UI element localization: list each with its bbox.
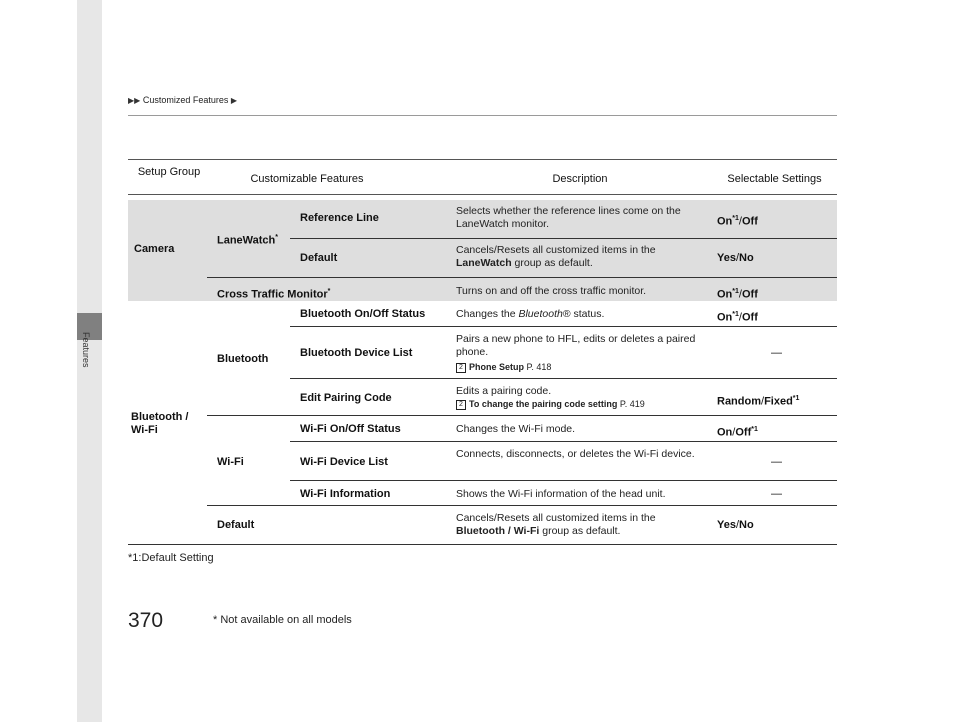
desc-wifi-device-list: Connects, disconnects, or deletes the Wi-Fi device. [456,448,695,460]
setting-bt-wifi-default [717,519,754,532]
setting-edit-pairing-code [717,392,799,409]
setting-bluetooth-status [717,308,758,325]
setting-wifi-device-list: — [771,456,782,468]
default-setting-footnote: *1:Default Setting [128,552,214,564]
row-rule [207,505,837,506]
breadcrumb-label[interactable]: Customized Features [142,95,229,105]
feature-reference-line: Reference Line [300,212,379,224]
group-camera: Camera [134,243,175,255]
row-rule [290,238,837,239]
setting-wifi-information: — [771,488,782,500]
setting-off: Off [741,215,758,228]
desc-bold-text: LaneWatch [456,257,512,269]
desc-reference-line: Selects whether the reference lines come on the LaneWatch monitor. [456,205,681,230]
feature-wifi: Wi-Fi [217,456,244,468]
availability-note: * Not available on all models [213,614,352,626]
desc-lanewatch-default [456,244,704,270]
breadcrumb-arrow-icon: ▶▶ [128,96,141,105]
setting-separator: / [735,252,740,264]
table-header-rule [128,194,837,195]
desc-cross-traffic: Turns on and off the cross traffic monitor. [456,285,647,297]
feature-edit-pairing-code: Edit Pairing Code [300,392,392,404]
row-rule [207,277,837,278]
default-mark: *1 [732,215,739,222]
setting-yes: Yes [717,519,736,531]
setting-separator: / [761,395,765,408]
setting-separator: / [732,426,736,439]
desc-edit-pairing-code: Edits a pairing code. [456,385,552,397]
availability-mark: * [275,234,278,241]
row-rule [290,480,837,481]
setting-separator: / [738,311,742,324]
default-mark: *1 [751,426,758,433]
breadcrumb [128,95,237,105]
lanewatch-label: LaneWatch [217,234,276,247]
reference-arrow-icon: 2 [456,400,466,410]
row-rule [207,415,837,416]
sidebar-label: Features [81,332,91,368]
setting-bluetooth-device-list: — [771,347,782,359]
desc-text: Changes the [456,308,516,320]
page-number: 370 [128,609,164,632]
setting-separator: / [735,519,740,531]
desc-bold-text: Bluetooth / Wi-Fi [456,525,540,537]
breadcrumb-arrow-icon: ▶ [230,96,238,105]
setting-reference-line [717,212,758,229]
setting-on: On [717,288,733,301]
setting-off: Off [735,426,752,439]
cross-traffic-label: Cross Traffic Monitor [217,288,328,301]
ref-page: P. 419 [619,399,645,409]
row-rule [290,441,837,442]
feature-cross-traffic-monitor [217,285,330,302]
table-bottom-rule [128,544,837,545]
reference-arrow-icon: 2 [456,363,466,373]
setting-on: On [717,215,733,228]
feature-bluetooth-status: Bluetooth On/Off Status [300,308,426,320]
ref-phone-setup[interactable] [456,362,551,373]
setting-off: Off [741,311,758,324]
feature-wifi-device-list: Wi-Fi Device List [300,456,388,468]
desc-text: Cancels/Resets all customized items in the [456,244,656,256]
header-customizable-features: Customizable Features [250,173,364,185]
setting-fixed: Fixed [764,395,793,408]
default-mark: *1 [732,288,739,295]
setting-on: On [717,311,733,324]
feature-lanewatch-default: Default [300,252,338,264]
setting-yes: Yes [717,252,736,264]
header-description: Description [552,173,608,185]
feature-wifi-status: Wi-Fi On/Off Status [300,423,401,435]
availability-mark: * [327,288,331,295]
desc-bt-wifi-default [456,512,704,538]
row-rule [290,326,837,327]
ref-page: P. 418 [526,362,552,372]
feature-wifi-information: Wi-Fi Information [300,488,391,500]
setting-no: No [739,252,754,264]
setting-lanewatch-default [717,252,754,265]
setting-separator: / [738,288,742,301]
setting-no: No [739,519,754,531]
setting-random: Random [717,395,761,408]
feature-lanewatch [217,231,278,248]
group-bluetooth-wifi: Bluetooth / Wi-Fi [131,411,189,436]
feature-bluetooth-device-list: Bluetooth Device List [300,347,413,359]
header-setup-group: Setup Group [137,166,201,178]
desc-bluetooth-device-list: Pairs a new phone to HFL, edits or deletes a paired phone. [456,333,696,358]
setting-separator: / [738,215,742,228]
desc-wifi-information: Shows the Wi-Fi information of the head unit. [456,488,666,500]
desc-text: group as default. [542,525,621,537]
desc-wifi-status: Changes the Wi-Fi mode. [456,423,576,435]
ref-label[interactable]: Phone Setup [469,362,525,372]
ref-pairing-code[interactable] [456,399,645,410]
table-top-rule [128,159,837,160]
setting-on: On [717,426,733,439]
header-selectable-settings: Selectable Settings [727,173,822,185]
desc-italic-text: Bluetooth [518,308,563,320]
setting-cross-traffic [717,285,758,302]
feature-bluetooth: Bluetooth [217,353,269,365]
ref-label[interactable]: To change the pairing code setting [469,399,618,409]
desc-text: group as default. [514,257,593,269]
desc-text: Cancels/Resets all customized items in the [456,512,656,524]
feature-bt-wifi-default: Default [217,519,255,531]
desc-bluetooth-status [456,308,604,321]
header-rule [128,115,837,116]
desc-text: ® status. [562,308,605,320]
row-rule [290,378,837,379]
setting-wifi-status [717,423,758,440]
default-mark: *1 [792,395,800,402]
setting-off: Off [741,288,758,301]
default-mark: *1 [732,311,739,318]
